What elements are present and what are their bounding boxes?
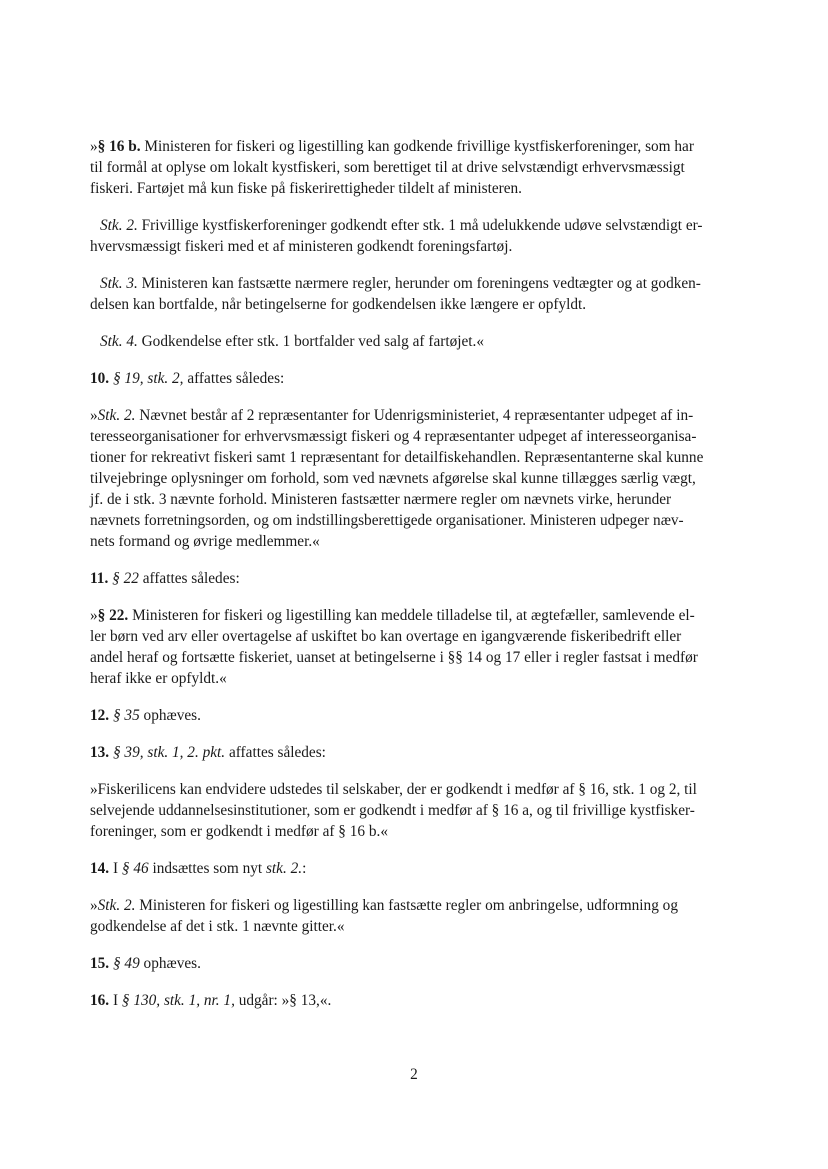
paragraph-line: Frivillige kystfiskerforeninger godkendt efter stk. 1 må udelukkende udøve selvstændigt er- [137, 217, 703, 234]
paragraph-line: ophæves. [139, 707, 201, 724]
quote-open: » [90, 897, 98, 914]
paragraph-line: hvervsmæssigt fiskeri med et af ministeren godkendt foreningsfartøj. [90, 238, 513, 255]
paragraph-line: delsen kan bortfalde, når betingelserne for godkendelsen ikke længere er opfyldt. [90, 296, 587, 313]
paragraph-line: foreninger, som er godkendt i medfør af § 16 b.« [90, 823, 389, 840]
paragraph-line: selvejende uddannelsesinstitutioner, som er godkendt i medfør af § 16 a, og til frivillige kystfisker- [90, 802, 695, 819]
paragraph-line: »Fiskerilicens kan endvidere udstedes til selskaber, der er godkendt i medfør af § 16, stk. 1 og 2, til [90, 781, 697, 798]
paragraph-line: godkendelse af det i stk. 1 nævnte gitter.« [90, 918, 345, 935]
item-number: 10. [90, 370, 110, 387]
paragraph-line: til formål at oplyse om lokalt kystfiskeri, som berettiget til at drive selvstændigt erhvervsmæssigt [90, 159, 685, 176]
paragraph-line: Ministeren kan fastsætte nærmere regler, herunder om foreningens vedtægter og at godken- [137, 275, 701, 292]
section-reference: stk. 2. [265, 860, 303, 877]
subsection-label: Stk. 4. [100, 333, 138, 350]
subsection-label: Stk. 2. [100, 217, 138, 234]
paragraph-line: Ministeren for fiskeri og ligestilling kan meddele tilladelse til, at ægtefæller, samlevende el- [128, 607, 695, 624]
subsection-label: Stk. 2. [97, 897, 136, 914]
item-13-text [90, 779, 736, 842]
item-number: 13. [90, 744, 110, 761]
item-number: 16. [90, 992, 110, 1009]
paragraph-line: fiskeri. Fartøjet må kun fiske på fiskerirettigheder tildelt af ministeren. [90, 180, 523, 197]
paragraph-line: indsættes som nyt [148, 860, 266, 877]
item-11-heading [90, 568, 736, 589]
paragraph-line: ophæves. [139, 955, 201, 972]
item-10-text [90, 405, 736, 552]
item-12-heading [90, 705, 736, 726]
section-reference: § 35 [112, 707, 140, 724]
document-body [90, 136, 736, 1011]
subsection-label: Stk. 2. [97, 407, 136, 424]
paragraph-line: heraf ikke er opfyldt.« [90, 670, 227, 687]
page-number: 2 [410, 1066, 418, 1083]
paragraph-line: nævnets forretningsorden, og om indstillingsberettigede organisationer. Ministeren udpeger næv- [90, 512, 684, 529]
quote-open: » [90, 407, 98, 424]
paragraph-line: Ministeren for fiskeri og ligestilling kan fastsætte regler om anbringelse, udformning og [135, 897, 678, 914]
section-reference: § 19, stk. 2, [112, 370, 184, 387]
paragraph-stk4 [90, 331, 736, 352]
paragraph-line: tilvejebringe oplysninger om forhold, som ved nævnets afgørelse skal kunne tillægges særlig vægt, [90, 470, 696, 487]
paragraph-line: andel heraf og fortsætte fiskeriet, uanset at betingelserne i §§ 14 og 17 eller i regler fastsat i medfør [90, 649, 698, 666]
item-14-heading [90, 858, 736, 879]
section-reference: § 46 [121, 860, 149, 877]
paragraph-line: affattes således: [225, 744, 326, 761]
paragraph-line: affattes således: [183, 370, 285, 387]
paragraph-line: jf. de i stk. 3 nævnte forhold. Ministeren fastsætter nærmere regler om nævnets virke, herunder [90, 491, 672, 508]
item-13-heading [90, 742, 736, 763]
item-number: 12. [90, 707, 110, 724]
paragraph-line: tioner for rekreativt fiskeri samt 1 repræsentant for detailfiskehandlen. Repræsentanterne skal kunne [90, 449, 704, 466]
section-number: § 22. [97, 607, 129, 624]
item-10-heading [90, 368, 736, 389]
section-reference: § 39, stk. 1, 2. pkt. [112, 744, 226, 761]
paragraph-stk2 [90, 215, 736, 257]
item-number: 14. [90, 860, 110, 877]
paragraph-line: udgår: »§ 13,«. [234, 992, 332, 1009]
subsection-label: Stk. 3. [100, 275, 138, 292]
item-15-heading [90, 953, 736, 974]
item-number: 15. [90, 955, 110, 972]
paragraph-line: Nævnet består af 2 repræsentanter for Udenrigsministeriet, 4 repræsentanter udpeget af in- [135, 407, 694, 424]
paragraph-line: Godkendelse efter stk. 1 bortfalder ved salg af fartøjet.« [137, 333, 484, 350]
quote-open: » [90, 138, 98, 155]
paragraph-line: I [109, 992, 122, 1009]
section-reference: § 130, stk. 1, nr. 1, [121, 992, 235, 1009]
quote-open: » [90, 607, 98, 624]
item-16-heading [90, 990, 736, 1011]
paragraph-line: nets formand og øvrige medlemmer.« [90, 533, 320, 550]
section-reference: § 49 [112, 955, 140, 972]
paragraph-line: I [109, 860, 122, 877]
section-number: § 16 b. [97, 138, 141, 155]
paragraph-line: affattes således: [138, 570, 240, 587]
paragraph-line: : [302, 860, 307, 877]
item-11-text [90, 605, 736, 689]
paragraph-line: teresseorganisationer for erhvervsmæssigt fiskeri og 4 repræsentanter udpeget af interesseorganisa- [90, 428, 697, 445]
paragraph-stk3 [90, 273, 736, 315]
item-number: 11. [90, 570, 109, 587]
paragraph-line: ler børn ved arv eller overtagelse af uskiftet bo kan overtage en igangværende fiskeribedrift eller [90, 628, 682, 645]
paragraph-16b [90, 136, 736, 199]
item-14-text [90, 895, 736, 937]
paragraph-line: Ministeren for fiskeri og ligestilling kan godkende frivillige kystfiskerforeninger, som har [140, 138, 694, 155]
section-reference: § 22 [112, 570, 139, 587]
